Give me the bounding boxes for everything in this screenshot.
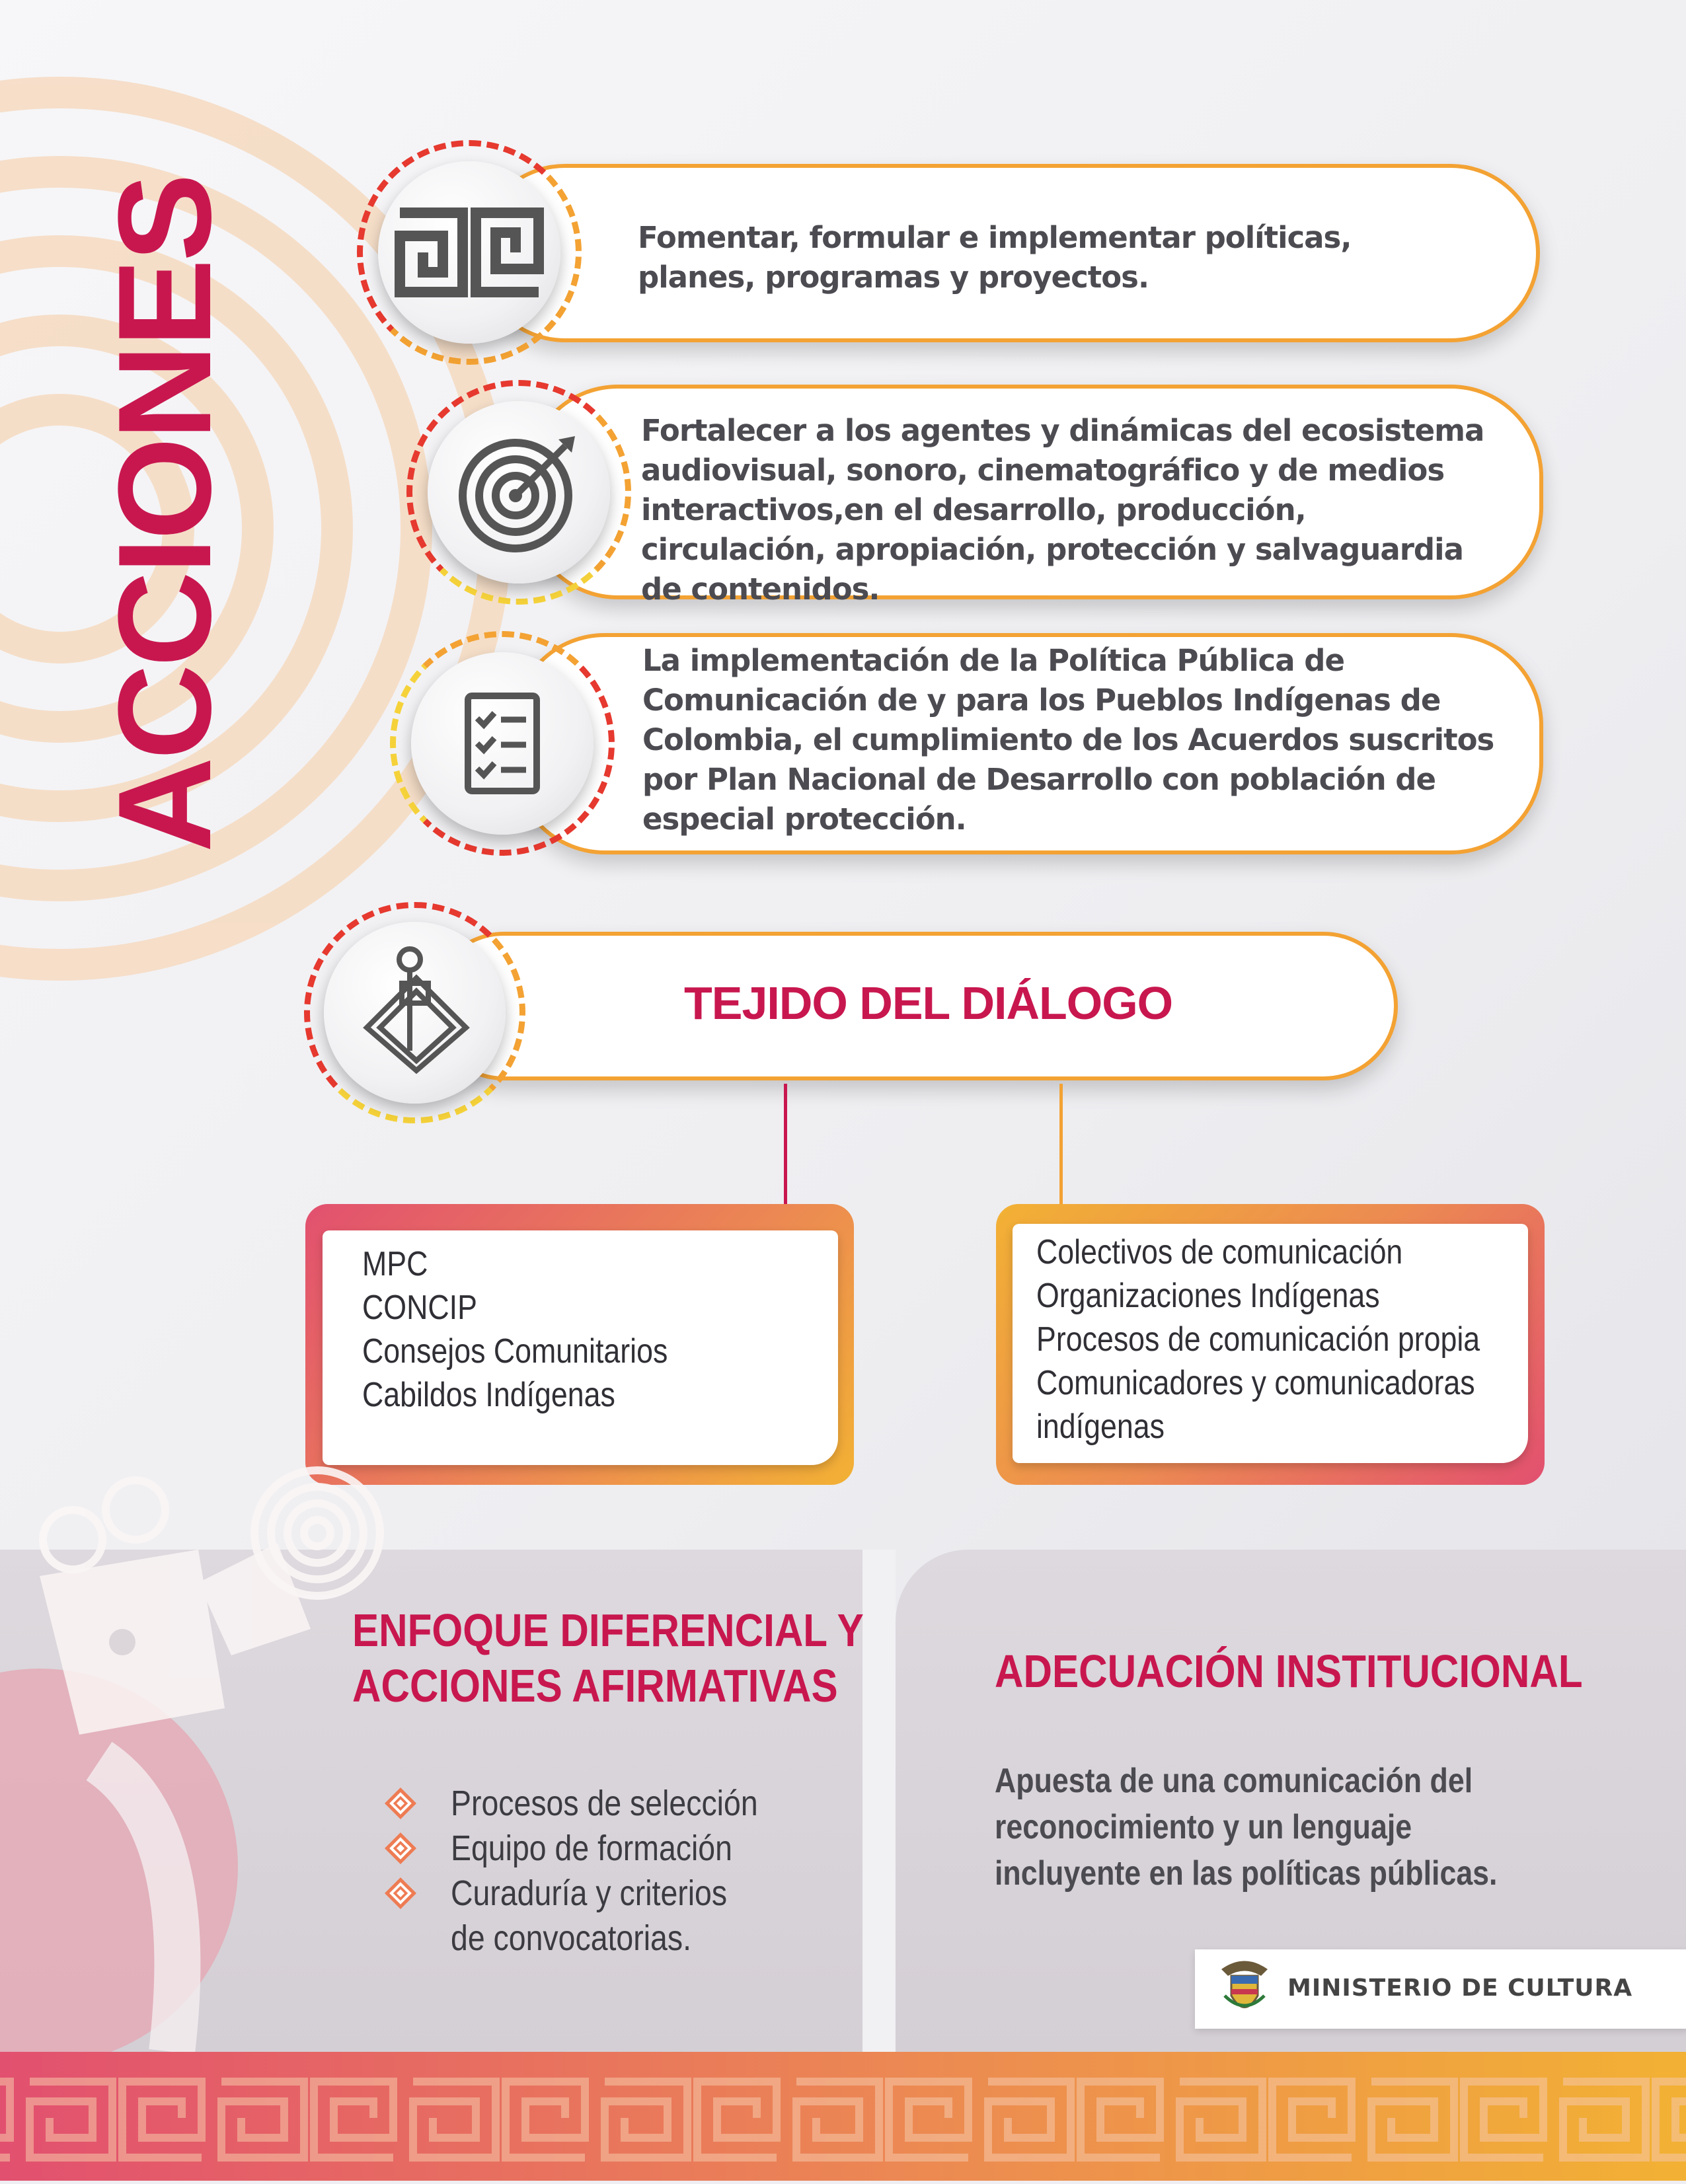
right-box-list bbox=[1036, 1230, 1531, 1449]
adecuacion-line: incluyente en las políticas públicas. bbox=[995, 1854, 1498, 1893]
bullet-text: de convocatorias. bbox=[451, 1918, 691, 1958]
list-item: Procesos de comunicación propia bbox=[1036, 1320, 1480, 1359]
list-item bbox=[383, 1871, 808, 1916]
logo-text: MINISTERIO DE CULTURA bbox=[1287, 1975, 1633, 2002]
list-item: Colectivos de comunicación bbox=[1036, 1233, 1403, 1271]
ministerio-logo bbox=[1195, 1949, 1686, 2029]
footer-band bbox=[0, 2052, 1686, 2181]
left-box-list bbox=[362, 1242, 817, 1417]
checklist-icon bbox=[463, 691, 542, 796]
enfoque-bullets bbox=[383, 1781, 808, 1961]
action-1-text: Fomentar, formular e implementar políticas, planes, programas y proyectos. bbox=[638, 220, 1352, 295]
list-item bbox=[383, 1826, 808, 1871]
greek-key-icon bbox=[393, 206, 545, 299]
adecuacion-line: Apuesta de una comunicación del bbox=[995, 1762, 1473, 1800]
panel-divider bbox=[862, 1550, 896, 2052]
list-item: Organizaciones Indígenas bbox=[1036, 1277, 1380, 1315]
diamond-bullet-icon bbox=[383, 1876, 418, 1910]
list-item bbox=[383, 1781, 808, 1826]
enfoque-title-line2: ACCIONES AFIRMATIVAS bbox=[352, 1660, 838, 1712]
connector-right bbox=[1059, 1084, 1063, 1208]
bullet-text: Procesos de selección bbox=[451, 1784, 758, 1823]
enfoque-title bbox=[352, 1602, 864, 1713]
list-item: Comunicadores y comunicadoras bbox=[1036, 1364, 1475, 1402]
list-item: Cabildos Indígenas bbox=[362, 1376, 615, 1414]
adecuacion-title: ADECUACIÓN INSTITUCIONAL bbox=[995, 1645, 1583, 1697]
connector-left bbox=[784, 1084, 787, 1208]
diamond-bullet-icon bbox=[383, 1786, 418, 1821]
coat-of-arms-icon bbox=[1215, 1956, 1274, 2022]
enfoque-title-line1: ENFOQUE DIFERENCIAL Y bbox=[352, 1604, 864, 1656]
adecuacion-line: reconocimiento y un lenguaje bbox=[995, 1808, 1412, 1846]
target-icon bbox=[453, 426, 585, 558]
list-item bbox=[383, 1916, 808, 1961]
bullet-text: Curaduría y criterios bbox=[451, 1873, 728, 1913]
action-2-text: Fortalecer a los agentes y dinámicas del ecosistema audiovisual, sonoro, cinematográfico y de medios interactivos,en el desarrollo, producción, circulación, apropiación, protección y salvaguardia de contenidos. bbox=[641, 413, 1484, 607]
film-camera-icon bbox=[0, 1457, 463, 2052]
bullet-text: Equipo de formación bbox=[451, 1828, 732, 1868]
adecuacion-text bbox=[995, 1758, 1620, 1897]
list-item: indígenas bbox=[1036, 1408, 1165, 1446]
tejido-title: TEJIDO DEL DIÁLOGO bbox=[684, 977, 1173, 1029]
list-item: MPC bbox=[362, 1245, 428, 1283]
microphone-diamond-icon bbox=[357, 945, 476, 1077]
list-item: Consejos Comunitarios bbox=[362, 1332, 668, 1371]
action-3-text: La implementación de la Política Pública de Comunicación de y para los Pueblos Indígenas de Colombia, el cumplimiento de los Acuerdos suscritos por Plan Nacional de Desarrollo con población de especial protección. bbox=[642, 643, 1494, 837]
greek-key-pattern-icon bbox=[0, 2052, 1686, 2181]
acciones-title: ACCIONES bbox=[91, 176, 239, 852]
list-item: CONCIP bbox=[362, 1289, 477, 1327]
diamond-bullet-icon bbox=[383, 1831, 418, 1865]
